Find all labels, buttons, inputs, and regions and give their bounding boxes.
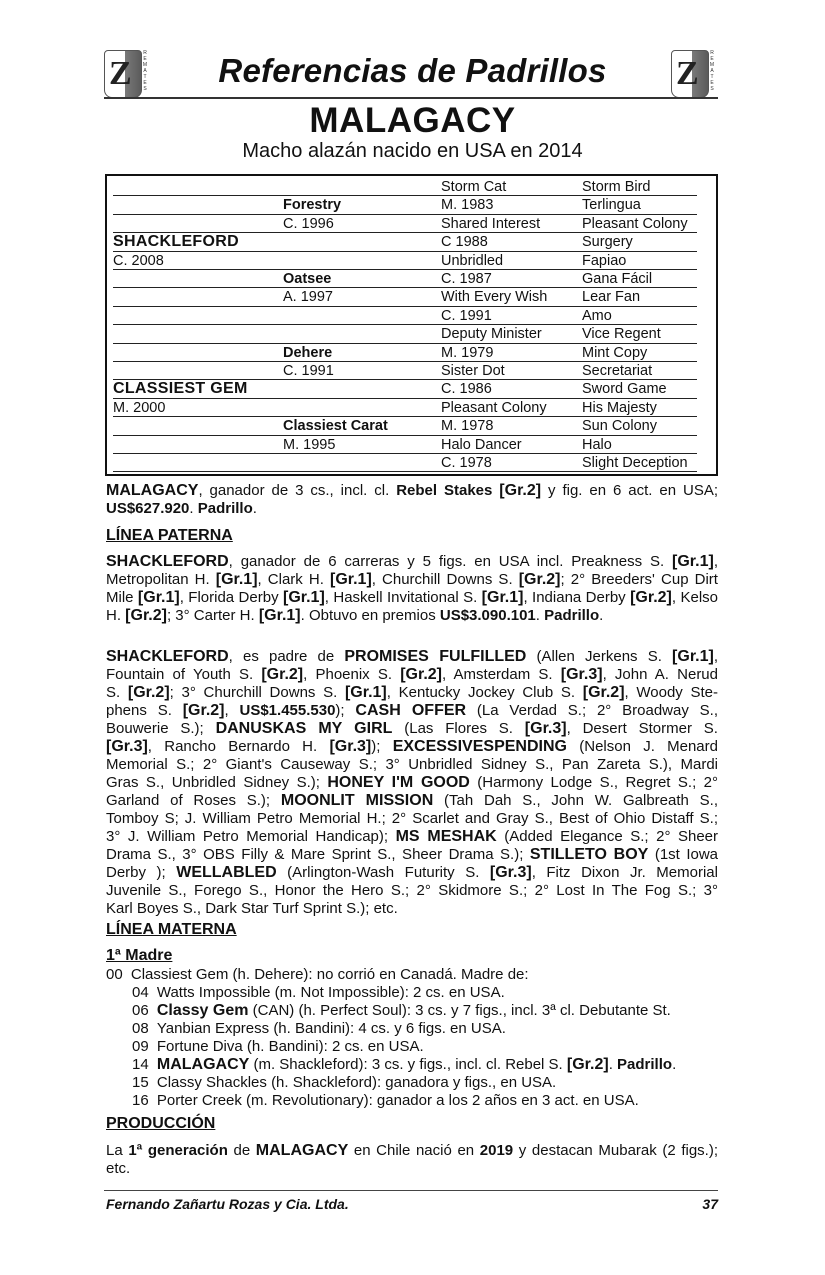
grade: [Gr.1]: [282, 589, 325, 606]
progeny-highlight: STILLETO BOY: [529, 846, 649, 863]
progeny-highlight: [Gr.3]: [489, 864, 532, 881]
pedigree-cell-c4: Fapiao: [582, 252, 627, 269]
dam-produce-item: [132, 1020, 506, 1038]
pedigree-cell-c3: M. 1979: [441, 344, 494, 361]
pedigree-cell-c3: Storm Cat: [441, 179, 507, 195]
produce-text: Watts Impossible (m. Not Impossible): 2 cs. en USA.: [156, 984, 505, 1001]
pedigree-row: [107, 307, 716, 325]
progeny-line: [106, 648, 718, 666]
progeny-text: phens S.: [106, 702, 183, 719]
company-logo-left: [104, 50, 148, 98]
progeny-text: , Rancho Bernardo H.: [147, 738, 330, 755]
progeny-text: , Woody Ste-: [624, 684, 718, 701]
dam-produce-item: [132, 1092, 639, 1110]
text: y destacan Mubarak (2 figs.); etc.: [106, 1142, 718, 1177]
progeny-text: (1st Iowa: [648, 846, 718, 863]
pedigree-cell-c4: Vice Regent: [582, 326, 661, 343]
pedigree-cell-c3: Halo Dancer: [441, 436, 522, 453]
pedigree-cell-c4: Secretariat: [582, 363, 653, 379]
progeny-highlight: MOONLIT MISSION: [280, 792, 434, 809]
produce-text: (CAN) (h. Perfect Soul): 3 cs. y 7 figs., incl. 3ª cl. Debutante St.: [248, 1002, 671, 1019]
footer-company: Fernando Zañartu Rozas y Cia. Ltda.: [106, 1196, 349, 1212]
produce-text: (m. Shackleford): 3 cs. y figs., incl. cl. Rebel S.: [249, 1056, 567, 1073]
progeny-line: [106, 738, 718, 756]
progeny-text: Fountain of Youth S.: [106, 666, 262, 683]
sire-padrillo: Padrillo: [544, 607, 600, 624]
progeny-text: ,: [224, 702, 240, 719]
text: ; 2° Breeders' Cup Dirt Mile: [106, 571, 718, 606]
text: , Clark H.: [257, 571, 330, 588]
progeny-highlight: US$1.455.530: [239, 702, 336, 719]
progeny-text: (Added Elegance S.; 2° Sheer: [496, 828, 718, 845]
progeny-text: , Amsterdam S.: [442, 666, 561, 683]
pedigree-cell-c1: M. 2000: [113, 399, 166, 416]
pedigree-cell-c4: Sword Game: [582, 381, 667, 398]
pedigree-cell-c3: Unbridled: [441, 252, 504, 269]
pedigree-cell-c3: Shared Interest: [441, 215, 541, 232]
pedigree-cell-c4: His Majesty: [582, 399, 657, 416]
logo-letter: Z: [676, 55, 699, 92]
progeny-highlight: [Gr.2]: [582, 684, 625, 701]
progeny-text: (Tah Dah S., John W. Galbreath S.,: [433, 792, 718, 809]
section-heading-produccion: PRODUCCIÓN: [106, 1115, 216, 1132]
pedigree-row: [107, 270, 716, 288]
produce-text: Fortune Diva (h. Bandini): 2 cs. en USA.: [156, 1038, 424, 1055]
logo-letter: Z: [109, 55, 132, 92]
produce-year: 15: [132, 1074, 149, 1091]
logo-shield: [671, 50, 709, 98]
pedigree-row: [107, 344, 716, 362]
page-number: 37: [702, 1196, 718, 1212]
pedigree-cell-c4: Terlingua: [582, 197, 641, 214]
pedigree-row: [107, 215, 716, 233]
progeny-highlight: [Gr.2]: [261, 666, 304, 683]
progeny-highlight: WELLABLED: [176, 864, 277, 881]
sire-earnings: US$3.090.101: [439, 607, 536, 624]
dam-produce-item: [132, 1002, 671, 1020]
text: en Chile nació en: [348, 1142, 480, 1159]
progeny-text: Gras S., Unbridled Sidney S.);: [106, 774, 328, 791]
sire-progeny-paragraph: [106, 648, 718, 918]
grade: [Gr.1]: [481, 589, 524, 606]
produce-year: 16: [132, 1092, 149, 1109]
progeny-text: Memorial S.; 2° Giant's Causeway S.; 3° Unbridled Sidney S., Pan Zareta S.), Mardi: [106, 756, 718, 773]
pedigree-cell-c4: Storm Bird: [582, 179, 651, 195]
produce-text: .: [672, 1056, 677, 1073]
pedigree-cell-c4: Sun Colony: [582, 418, 657, 435]
progeny-text: Juvenile S., Forego S., Honor the Hero S.; 2° Skidmore S.; 2° Lost In The Fog S.; 3°: [106, 882, 718, 899]
sire-name: SHACKLEFORD: [106, 553, 229, 570]
production-horse-name: MALAGACY: [255, 1142, 349, 1159]
progeny-line: [106, 720, 718, 738]
logo-shield: [104, 50, 142, 98]
progeny-text: , Desert Stormer S.: [566, 720, 718, 737]
page-title: Referencias de Padrillos: [218, 52, 607, 89]
produce-text: .: [608, 1056, 618, 1073]
pedigree-cell-c4: Halo: [582, 436, 612, 453]
pedigree-cell-c3: M. 1983: [441, 197, 494, 214]
progeny-highlight: SHACKLEFORD: [106, 648, 229, 665]
pedigree-cell-c3: C. 1986: [441, 381, 492, 398]
progeny-text: Karl Boyes S., Dark Star Turf Sprint S.); etc.: [106, 900, 398, 917]
company-logo-right: [671, 50, 715, 98]
text: de: [227, 1142, 256, 1159]
text: . Obtuvo en premios: [300, 607, 440, 624]
pedigree-row: [107, 362, 716, 380]
pedigree-cell-c2: Oatsee: [283, 271, 332, 287]
pedigree-row: [107, 399, 716, 417]
progeny-text: );: [335, 702, 356, 719]
pedigree-cell-c2: M. 1995: [283, 436, 336, 453]
grade: [Gr.1]: [329, 571, 372, 588]
progeny-text: Bouwerie S.);: [106, 720, 216, 737]
pedigree-cell-c4: Mint Copy: [582, 344, 648, 361]
summary-grade: [Gr.2]: [499, 482, 542, 499]
pedigree-row: [107, 178, 716, 196]
progeny-highlight: [Gr.2]: [182, 702, 225, 719]
pedigree-row: [107, 436, 716, 454]
produce-text: Porter Creek (m. Revolutionary): ganador a los 2 años en 3 act. en USA.: [156, 1092, 639, 1109]
progeny-text: (La Verdad S.; 2° Broadway S.,: [466, 702, 718, 719]
produce-text: Yanbian Express (h. Bandini): 4 cs. y 6 figs. en USA.: [156, 1020, 506, 1037]
progeny-text: (Nelson J. Menard: [566, 738, 718, 755]
progeny-line: [106, 702, 718, 720]
progeny-line: [106, 864, 718, 882]
production-year: 2019: [479, 1142, 514, 1159]
progeny-text: );: [371, 738, 393, 755]
pedigree-cell-c3: C 1988: [441, 234, 488, 251]
text: .: [599, 607, 604, 624]
pedigree-row: [107, 196, 716, 214]
progeny-highlight: [Gr.3]: [106, 738, 148, 755]
progeny-text: (Harmony Lodge S., Regret S.; 2°: [469, 774, 718, 791]
produce-year: 08: [132, 1020, 149, 1037]
dam-produce-list: [106, 966, 718, 1114]
pedigree-cell-c3: C. 1991: [441, 307, 492, 324]
progeny-highlight: [Gr.3]: [560, 666, 603, 683]
generation: 1ª generación: [128, 1142, 228, 1159]
summary-text: .: [189, 500, 198, 517]
progeny-line: [106, 900, 718, 918]
pedigree-row: [107, 380, 716, 398]
progeny-text: (Arlington-Wash Futurity S.: [276, 864, 490, 881]
pedigree-row: [107, 454, 716, 472]
summary-horse-name: MALAGACY: [106, 482, 199, 499]
progeny-highlight: CASH OFFER: [355, 702, 467, 719]
produce-highlight: MALAGACY: [156, 1056, 250, 1073]
pedigree-cell-c2: A. 1997: [283, 289, 333, 306]
pedigree-cell-c4: Pleasant Colony: [582, 215, 688, 232]
grade: [Gr.1]: [672, 553, 714, 570]
progeny-text: S.: [106, 684, 128, 701]
pedigree-cell-c2: C. 1996: [283, 215, 334, 232]
pedigree-cell-c1: CLASSIEST GEM: [113, 380, 248, 398]
header-divider: [104, 97, 718, 99]
sire-record-paragraph: [106, 553, 718, 625]
progeny-highlight: PROMISES FULFILLED: [344, 648, 527, 665]
progeny-text: , John A. Nerud: [602, 666, 718, 683]
progeny-text: (Allen Jerkens S.: [526, 648, 673, 665]
progeny-text: , es padre de: [228, 648, 345, 665]
progeny-text: Derby );: [106, 864, 177, 881]
summary-text: y fig. en 6 act. en USA;: [541, 482, 718, 499]
progeny-highlight: [Gr.3]: [329, 738, 372, 755]
pedigree-row: [107, 417, 716, 435]
summary-earnings: US$627.920: [106, 500, 190, 517]
dam-produce-item: [132, 1056, 676, 1074]
produce-highlight: Padrillo: [617, 1056, 673, 1073]
dam-produce-item: [132, 984, 505, 1002]
progeny-highlight: MS MESHAK: [395, 828, 497, 845]
produce-highlight: Classy Gem: [156, 1002, 249, 1019]
produce-year: 14: [132, 1056, 149, 1073]
produce-highlight: [Gr.2]: [566, 1056, 609, 1073]
section-heading-madre: 1ª Madre: [106, 947, 173, 964]
horse-summary: [106, 482, 718, 518]
horse-subtitle: Macho alazán nacido en USA en 2014: [242, 140, 583, 162]
text: , Haskell Invitational S.: [324, 589, 482, 606]
text: ; 3° Carter H.: [166, 607, 259, 624]
pedigree-cell-c4: Gana Fácil: [582, 271, 653, 287]
text: .: [535, 607, 545, 624]
text: La: [106, 1142, 129, 1159]
pedigree-cell-c2: Dehere: [283, 344, 333, 361]
progeny-text: ; 3° Churchill Downs S.: [169, 684, 345, 701]
progeny-line: [106, 792, 718, 810]
dam-produce-item: [106, 966, 529, 984]
grade: [Gr.2]: [518, 571, 561, 588]
grade: [Gr.1]: [137, 589, 180, 606]
grade: [Gr.2]: [630, 589, 672, 606]
progeny-highlight: [Gr.1]: [672, 648, 714, 665]
section-heading-materna: LÍNEA MATERNA: [106, 921, 237, 938]
progeny-text: , Phoenix S.: [303, 666, 401, 683]
pedigree-cell-c3: M. 1978: [441, 418, 494, 435]
progeny-highlight: [Gr.2]: [400, 666, 443, 683]
produce-year: 09: [132, 1038, 149, 1055]
horse-name: MALAGACY: [309, 101, 516, 140]
pedigree-cell-c2: C. 1991: [283, 363, 334, 379]
pedigree-cell-c3: With Every Wish: [441, 289, 548, 306]
pedigree-cell-c3: Deputy Minister: [441, 326, 542, 343]
progeny-highlight: DANUSKAS MY GIRL: [215, 720, 393, 737]
grade: [Gr.2]: [125, 607, 167, 624]
produce-year: 00: [106, 966, 123, 983]
progeny-text: 3° J. William Petro Memorial Handicap);: [106, 828, 396, 845]
summary-padrillo: Padrillo: [197, 500, 253, 517]
produce-year: 04: [132, 984, 149, 1001]
progeny-text: , Kentucky Jockey Club S.: [386, 684, 583, 701]
progeny-text: Garland of Roses S.);: [106, 792, 281, 809]
progeny-line: [106, 666, 718, 684]
summary-text: .: [252, 500, 257, 517]
progeny-highlight: [Gr.3]: [524, 720, 567, 737]
progeny-line: [106, 756, 718, 774]
progeny-text: (Las Flores S.: [392, 720, 525, 737]
text: , Metropolitan H.: [106, 553, 718, 588]
grade: [Gr.1]: [258, 607, 301, 624]
progeny-highlight: EXCESSIVESPENDING: [392, 738, 567, 755]
summary-race: Rebel Stakes: [396, 482, 493, 499]
produce-text: Classiest Gem (h. Dehere): no corrió en Canadá. Madre de:: [130, 966, 529, 983]
production-paragraph: [106, 1142, 718, 1178]
pedigree-row: [107, 252, 716, 270]
progeny-line: [106, 846, 718, 864]
section-heading-paterna: LÍNEA PATERNA: [106, 527, 233, 544]
pedigree-cell-c1: C. 2008: [113, 252, 164, 269]
pedigree-cell-c3: Pleasant Colony: [441, 399, 547, 416]
progeny-line: [106, 684, 718, 702]
progeny-text: , Fitz Dixon Jr. Memorial: [531, 864, 718, 881]
pedigree-cell-c4: Amo: [582, 307, 612, 324]
pedigree-cell-c1: SHACKLEFORD: [113, 233, 239, 251]
progeny-highlight: HONEY I'M GOOD: [327, 774, 470, 791]
pedigree-cell-c4: Lear Fan: [582, 289, 641, 306]
text: , Indiana Derby: [523, 589, 631, 606]
produce-text: Classy Shackles (h. Shackleford): ganadora y figs., en USA.: [156, 1074, 557, 1091]
progeny-line: [106, 774, 718, 792]
grade: [Gr.1]: [215, 571, 258, 588]
pedigree-cell-c3: Sister Dot: [441, 363, 505, 379]
pedigree-row: [107, 288, 716, 306]
pedigree-rule: [113, 471, 697, 472]
progeny-text: Drama S., 3° OBS Filly & Mare Sprint S., Sheer Drama S.);: [106, 846, 530, 863]
progeny-text: Tomboy S; J. William Petro Memorial H.; 2° Scarlet and Gray S., Best of Ohio Distaff S.;: [106, 810, 718, 827]
footer-divider: [104, 1190, 718, 1191]
pedigree-table: [105, 174, 718, 476]
text: , Florida Derby: [179, 589, 283, 606]
progeny-line: [106, 882, 718, 900]
logo-side-text: R E M A T E S: [709, 50, 715, 92]
produce-year: 06: [132, 1002, 149, 1019]
summary-text: , ganador de 3 cs., incl. cl.: [198, 482, 397, 499]
pedigree-cell-c4: Slight Deception: [582, 455, 688, 471]
pedigree-row: [107, 233, 716, 251]
pedigree-cell-c3: C. 1987: [441, 271, 492, 287]
pedigree-cell-c2: Classiest Carat: [283, 418, 388, 435]
text: , Kelso H.: [106, 589, 718, 624]
progeny-highlight: [Gr.2]: [127, 684, 170, 701]
pedigree-cell-c3: C. 1978: [441, 455, 492, 471]
progeny-highlight: [Gr.1]: [344, 684, 387, 701]
progeny-text: ,: [713, 648, 718, 665]
logo-side-text: R E M A T E S: [142, 50, 148, 92]
pedigree-cell-c4: Surgery: [582, 234, 633, 251]
dam-produce-item: [132, 1038, 424, 1056]
progeny-line: [106, 828, 718, 846]
pedigree-cell-c2: Forestry: [283, 197, 342, 214]
pedigree-row: [107, 325, 716, 343]
progeny-line: [106, 810, 718, 828]
text: , ganador de 6 carreras y 5 figs. en USA incl. Preakness S.: [228, 553, 673, 570]
text: , Churchill Downs S.: [371, 571, 519, 588]
dam-produce-item: [132, 1074, 556, 1092]
